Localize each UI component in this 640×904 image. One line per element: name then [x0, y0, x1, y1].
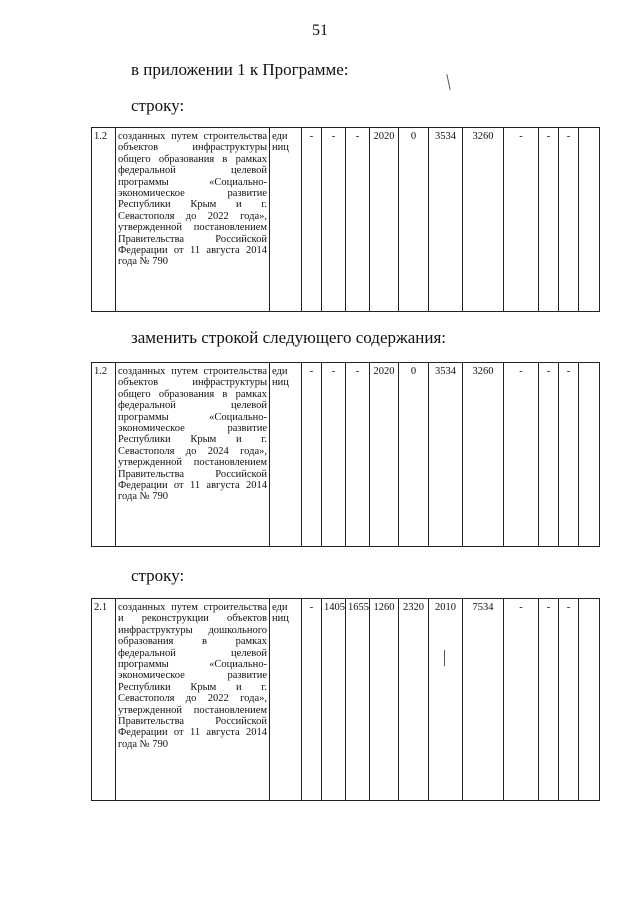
value-cell: 1655: [346, 599, 370, 801]
value-cell: -: [539, 363, 559, 547]
row-unit: еди ниц: [270, 599, 302, 801]
value-cell: 3260: [463, 363, 504, 547]
value-cell: -: [559, 363, 579, 547]
value-cell: -: [302, 599, 322, 801]
value-cell: 1405: [322, 599, 346, 801]
table-row: [92, 128, 600, 312]
value-cell: 2010: [429, 599, 463, 801]
table-new-row-1-2: [91, 362, 600, 547]
row-number: 1.2: [92, 128, 116, 312]
row-description: созданных путем строительства и реконструкции объектов инфраструктуры дошкольного образования в рамках федеральной целевой программы «Социально-экономическое развитие Республики Крым и г. Севастополя до 2022 года», утвержденной постановлением Правительства Российской Федерации от 11 августа 2014 года № 790: [116, 599, 270, 801]
value-cell: -: [559, 128, 579, 312]
value-cell: 0: [399, 128, 429, 312]
row-label-1: строку:: [131, 96, 185, 115]
scan-mark: [444, 650, 445, 666]
value-cell: 2020: [370, 363, 399, 547]
value-cell: 3260: [463, 128, 504, 312]
value-cell: -: [302, 363, 322, 547]
table-row: [92, 599, 600, 801]
value-cell: -: [504, 128, 539, 312]
value-cell: 7534: [463, 599, 504, 801]
value-cell: 2320: [399, 599, 429, 801]
value-cell: -: [302, 128, 322, 312]
row-description: созданных путем строительства объектов инфраструктуры общего образования в рамках федеральной целевой программы «Социально-экономическое развитие Республики Крым и г. Севастополя до 2022 года», утвержденной постановлением Правительства Российской Федерации от 11 августа 2014 года № 790: [116, 128, 270, 312]
value-cell: 1260: [370, 599, 399, 801]
page-number: 51: [312, 22, 328, 39]
table-old-row-1-2: [91, 127, 600, 312]
value-cell: -: [504, 363, 539, 547]
intro-text: в приложении 1 к Программе:: [131, 60, 349, 79]
replace-instruction: заменить строкой следующего содержания:: [131, 328, 447, 347]
row-description: созданных путем строительства объектов инфраструктуры общего образования в рамках федеральной целевой программы «Социально-экономическое развитие Республики Крым и г. Севастополя до 2024 года», утвержденной постановлением Правительства Российской Федерации от 11 августа 2014 года № 790: [116, 363, 270, 547]
row-number: 2.1: [92, 599, 116, 801]
value-cell: [579, 599, 600, 801]
value-cell: -: [346, 363, 370, 547]
table-old-row-2-1: [91, 598, 600, 801]
row-unit: еди ниц: [270, 363, 302, 547]
row-number: 1.2: [92, 363, 116, 547]
value-cell: 3534: [429, 363, 463, 547]
value-cell: -: [539, 599, 559, 801]
scan-mark: [446, 74, 450, 90]
value-cell: -: [504, 599, 539, 801]
value-cell: [579, 128, 600, 312]
value-cell: -: [322, 363, 346, 547]
value-cell: -: [539, 128, 559, 312]
value-cell: 2020: [370, 128, 399, 312]
value-cell: -: [322, 128, 346, 312]
value-cell: 0: [399, 363, 429, 547]
row-unit: еди ниц: [270, 128, 302, 312]
table-row: [92, 363, 600, 547]
value-cell: [579, 363, 600, 547]
value-cell: -: [346, 128, 370, 312]
value-cell: 3534: [429, 128, 463, 312]
row-label-2: строку:: [131, 566, 185, 585]
value-cell: -: [559, 599, 579, 801]
